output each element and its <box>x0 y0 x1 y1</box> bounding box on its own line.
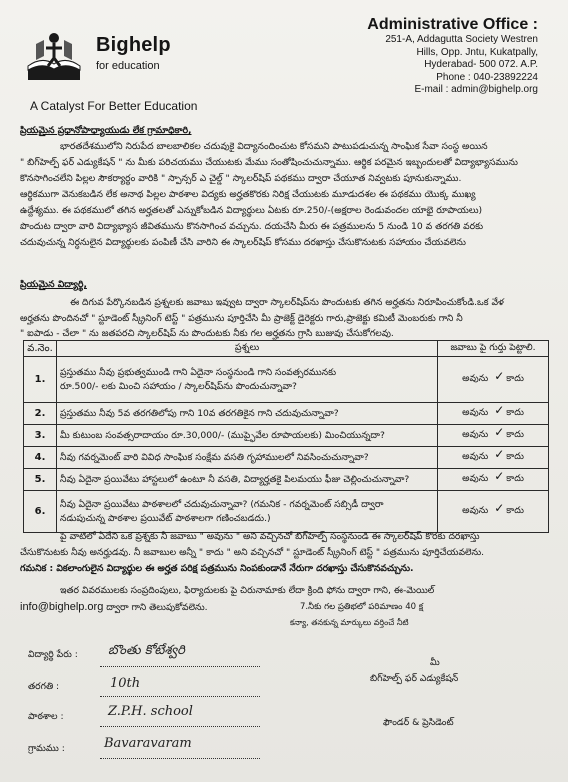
brand-name: Bighelp <box>96 34 171 56</box>
office-phone: Phone : 040-23892224 <box>436 71 538 83</box>
answer-no-label: కాదు <box>506 473 524 484</box>
paragraph-line: పొందుట ద్వారా వారి విద్యాభ్యాస జీవితమును కొనసాగించ వచ్చును. దయచేసి మీరు ఈ పత్రములను 5 నుండి 10 వ తరగతి వరకు <box>20 221 484 232</box>
paragraph-line: చదువుచున్న నిర్ధనులైన విద్యార్థులకు పంపిణీ చేసి వారిని ఈ స్కాలర్‌షిప్ కోసము దరఖాస్తు చేసుకొనుటకు సహాయం చేయవలెను <box>20 237 466 248</box>
paragraph-line: భారతదేశములోని నిరుపేద బాలబాలికల చదువుకై విద్యానందించుట కోసమని పాటుపడుచున్న సాంఘిక సేవా సంస్థ అయిన <box>60 141 488 152</box>
answer-yes-option[interactable]: అవును <box>462 451 489 462</box>
student-salutation: ప్రియమైన విద్యార్థి, <box>20 279 87 290</box>
question-text <box>57 357 438 403</box>
question-line: రూ.500/- లకు మించి సహాయం / స్కాలర్‌షిప్‌ను పొందుచున్నావా? <box>60 380 297 392</box>
question-number: 1. <box>24 357 57 403</box>
sign-prefix: మీ <box>430 657 440 668</box>
office-line: 251-A, Addagutta Society Westren <box>385 34 538 45</box>
office-line: Hyderabad- 500 072. A.P. <box>424 59 538 70</box>
table-row <box>24 403 549 425</box>
paragraph-line: అర్హతను పొందినచో " స్టూడెంట్ స్క్రీనింగ్ టెస్ట్ " పత్రమును పూర్తిచేసి మీ ప్రాజెక్ట్ డైరెక్టరు గారు,ప్రాజెక్టు కమిటీ మెంబరుకు గాని నీ <box>20 313 463 324</box>
village-value[interactable]: Bavaravaram <box>104 736 192 751</box>
paragraph-line: " బిగ్‌హెల్ప్ ఫర్ ఎడ్యుకేషన్ " ను మీకు పరిచయము చేయుటకు మేము సంతోషించుచున్నాము. ఆర్థిక పరమైన ఇబ్బందులతో విద్యాభ్యాసమును <box>20 157 518 168</box>
question-number: 2. <box>24 403 57 425</box>
paragraph-line: ఈ దిగువ పేర్కొనబడిన ప్రశ్నలకు జవాబు ఇవ్వుట ద్వారా స్కాలర్‌షిప్‌ను పొందుటకు తగిన అర్హతను నిరూపించుకోండి.ఒక వేళ <box>70 297 504 308</box>
screening-questions-table <box>23 340 549 533</box>
paragraph-line: " ఐపాడు - చేలా " ను జతపరచి స్కాలర్‌షిప్ ను పొందుటకు నీకు గల అర్హతను గ్రాసి బుజువు చేసుకోగలవు. <box>20 328 394 339</box>
village-label: గ్రామము : <box>28 743 65 754</box>
brand-subtitle: for education <box>96 60 160 72</box>
answer-cell <box>438 469 549 491</box>
question-line: నడుపుచున్న పాఠశాల ప్రయివేట్ పాఠశాలగా గణించబడదు.) <box>60 512 271 524</box>
answer-no-option[interactable] <box>494 369 524 384</box>
question-text: నీవు గవర్నమెంట్ వారి వివిధ సాంఘిక సంక్షేమ వసతి గృహాములలో నివసించుచున్నావా? <box>57 447 438 469</box>
answer-no-option[interactable] <box>494 425 524 440</box>
table-row <box>24 357 549 403</box>
contact-email-suffix: ద్వారా గాని తెలుపుకోవలెను. <box>103 602 208 613</box>
name-value[interactable]: బొంతు కోటేశ్వరి <box>108 643 185 658</box>
note-line: గమనిక : వికలాంగులైన విద్యార్థుల ఈ అర్హత పరిక్ష పత్రమును నింపకుండానే నేరుగా దరఖాస్తు చేసుకొనవచ్చును. <box>20 563 414 574</box>
office-title: Administrative Office : <box>367 16 538 33</box>
check-mark-icon: ✓ <box>494 425 505 439</box>
answer-yes-option[interactable]: అవును <box>462 407 489 418</box>
column-header-answer: జవాబు పై గుర్తు పెట్టాలి. <box>438 341 549 357</box>
tagline: A Catalyst For Better Education <box>30 99 198 113</box>
answer-yes-option[interactable]: అవును <box>462 473 489 484</box>
salutation: ప్రియమైన ప్రధానోపాధ్యాయుడు లేక గ్రామాధికారి, <box>20 125 192 136</box>
answer-no-label: కాదు <box>506 451 524 462</box>
name-underline <box>100 666 260 667</box>
answer-cell <box>438 491 549 533</box>
contact-email-link[interactable]: info@bighelp.org <box>20 601 104 613</box>
check-mark-icon: ✓ <box>494 369 505 383</box>
office-address <box>367 16 538 97</box>
question-text: ప్రస్తుతము నీవు 5వ తరగతిలోపు గాని 10వ తరగతికైన గాని చదువుచున్నావా? <box>57 403 438 425</box>
answer-no-option[interactable] <box>494 469 524 484</box>
check-mark-icon: ✓ <box>494 469 505 483</box>
answer-no-label: కాదు <box>506 407 524 418</box>
answer-cell <box>438 447 549 469</box>
table-row <box>24 491 549 533</box>
answer-cell <box>438 357 549 403</box>
class-underline <box>100 696 260 697</box>
answer-cell <box>438 425 549 447</box>
office-email: E-mail : admin@bighelp.org <box>414 84 538 95</box>
table-header-row <box>24 341 549 357</box>
table-row <box>24 447 549 469</box>
name-label: విద్యార్థి పేరు : <box>28 649 78 660</box>
paragraph-line: ఉద్దేశ్యము. ఈ పథకములో తగిన అర్హతలతో ఎన్నుకోబడిన విద్యార్థులు ఏటకు రూ.250/-(అక్షరాల రెండువందల యాభై రూపాయలు) <box>20 205 483 216</box>
answer-yes-option[interactable]: అవును <box>462 429 489 440</box>
contact-email-line <box>20 600 280 615</box>
office-line: Hills, Opp. Jntu, Kukatpally, <box>416 46 538 58</box>
answer-no-option[interactable] <box>494 501 524 516</box>
answer-no-label: కాదు <box>506 505 524 516</box>
contact-line: ఇతర వివరములకు సంప్రదింపులు, ఫిర్యాదులకు పై చిరునామాకు లేదా క్రింది ఫోను ద్వారా గాని, ఈ-మెయిల్ <box>60 585 435 596</box>
answer-no-label: కాదు <box>506 429 524 440</box>
class-label: తరగతి : <box>28 681 60 692</box>
answer-yes-option[interactable]: అవును <box>462 373 489 384</box>
table-row <box>24 425 549 447</box>
school-underline <box>100 726 260 727</box>
check-mark-icon: ✓ <box>494 447 505 461</box>
instruction-line: పై వాటిలో ఏదేని ఒక ప్రశ్నకు నీ జవాబు " అవును " అని వచ్చినచో బిగ్‌హెల్ప్ సంస్థనుండి ఈ స్కాలర్‌షిప్ కొరకు దరఖాస్తు <box>60 531 480 542</box>
question-line: నీవు ఏదైనా ప్రయివేటు పాఠశాలలో చదువుచున్నావా? (గమనిక - గవర్నమెంట్ సబ్సిడీ ద్వారా <box>60 499 384 510</box>
table-row <box>24 469 549 491</box>
column-header-no: వ.నెం. <box>24 341 57 357</box>
question-number: 3. <box>24 425 57 447</box>
answer-no-option[interactable] <box>494 447 524 462</box>
instruction-line: చేసుకొనుటకు నీవు అనర్హుడవు. నీ జవాబుల అన్నీ " కాదు " అని వచ్చినచో " స్టూడెంట్ స్క్రీనింగ్ టెస్ట్ " పత్రమును పూర్తిచేయవలెను. <box>20 547 485 558</box>
column-header-question: ప్రశ్నలు <box>57 341 438 357</box>
answer-cell <box>438 403 549 425</box>
question-line: ప్రస్తుతము నీవు ప్రభుత్వముండి గాని ఏదైనా సంస్థనుండి గాని సంవత్సరమునకు <box>60 367 337 378</box>
handwritten-note: కన్యా, తనకున్న మార్కులు వర్తించే నీటి <box>290 618 409 627</box>
founder-title: ఫౌండర్ & ప్రెసిడెంట్ <box>383 717 454 728</box>
question-text <box>57 491 438 533</box>
answer-no-label: కాదు <box>506 373 524 384</box>
paragraph-line: ఆర్థికముగా వెనుకబడిన లేక అనాథ పిల్లల పాఠశాల విద్యకు అర్హతకొరకు నిరిక్ష చేయుటకు మూడుదశల ఈ పథకము యొక్క ముఖ్య <box>20 189 476 200</box>
paragraph-line: కొనసాగించలేని పిల్లల సౌకర్యార్థం వారికి " స్పాన్సర్ ఎ చైల్డ్ " స్కాలర్‌షిప్ పథకము ద్వారా చేయూత నివ్వటకు పూనుకున్నాము. <box>20 173 462 184</box>
question-number: 4. <box>24 447 57 469</box>
question-text: నీవు ఏదైనా ప్రయివేటు హాస్టలులో ఉంటూ నీ వసతి, విద్యార్హతకై పిలమయు ఫీజు చెల్లించుచున్నావా? <box>57 469 438 491</box>
question-number: 5. <box>24 469 57 491</box>
answer-yes-option[interactable]: అవును <box>462 505 489 516</box>
question-number: 6. <box>24 491 57 533</box>
bighelp-logo-icon <box>22 26 86 90</box>
class-value[interactable]: 10th <box>110 676 141 691</box>
village-underline <box>100 758 260 759</box>
check-mark-icon: ✓ <box>494 403 505 417</box>
school-label: పాఠశాల : <box>28 711 64 722</box>
check-mark-icon: ✓ <box>494 501 505 515</box>
school-value[interactable]: Z.P.H. school <box>108 704 193 719</box>
handwritten-note: 7.నీకు గల ప్రతిభలో పరిమాణం 40 క్ష <box>300 602 424 612</box>
question-text: మీ కుటుంబ సంవత్సరాదాయం రూ.30,000/- (ముప్ఫైవేల రూపాయలకు) మించియున్నదా? <box>57 425 438 447</box>
answer-no-option[interactable] <box>494 403 524 418</box>
organization-signature: బిగ్‌హెల్ప్ ఫర్ ఎడ్యుకేషన్ <box>370 673 459 684</box>
